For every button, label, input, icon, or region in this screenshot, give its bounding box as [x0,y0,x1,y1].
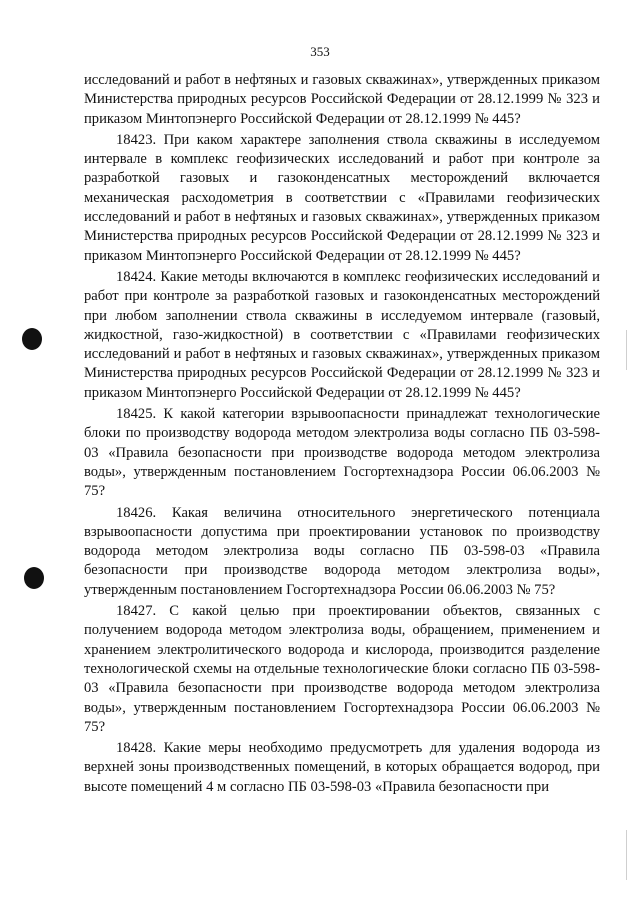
page-number: 353 [310,44,330,59]
question-18423: 18423. При каком характере заполнения ствола скважины в исследуемом интервале в комплекс геофизических исследований и работ при контроле за разработкой газовых и газоконденсатных месторождений включается механическая расходометрия в соответствии с «Правилами геофизических исследований и работ в нефтяных и газовых скважинах», утвержденных приказом Министерства природных ресурсов Российской Федерации от 28.12.1999 № 323 и приказом Минтопэнерго Российской Федерации от 28.12.1999 № 445? [84,131,600,264]
scan-edge-mark [626,830,627,880]
punch-hole [22,328,42,350]
punch-hole [24,567,44,589]
question-18427: 18427. С какой целью при проектировании объектов, связанных с получением водорода методом электролиза воды, обращением, применением и хранением электролитического водорода и кислорода, производится разделение технологической схемы на отдельные технологические блоки согласно ПБ 03-598-03 «Правила безопасности при производстве водорода методом электролиза воды», утвержденным постановлением Госгортехнадзора России 06.06.2003 № 75? [84,603,600,735]
question-18425: 18425. К какой категории взрывоопасности принадлежат технологические блоки по производству водорода методом электролиза воды согласно ПБ 03-598-03 «Правила безопасности при производстве водорода методом электролиза воды», утвержденным постановлением Госгортехнадзора России 06.06.2003 № 75? [84,406,600,500]
question-18426: 18426. Какая величина относительного энергетического потенциала взрывоопасности допустима при проектировании установок по производству водорода методом электролиза воды согласно ПБ 03-598-03 «Правила безопасности при производстве водорода методом электролиза воды», утвержденным постановлением Госгортехнадзора России 06.06.2003 № 75? [84,504,600,598]
page-body [84,71,600,797]
scan-edge-mark [626,330,627,370]
paragraph-continuation: исследований и работ в нефтяных и газовых скважинах», утвержденных приказом Министерства природных ресурсов Российской Федерации от 28.12.1999 № 323 и приказом Минтопэнерго Российской Федерации от 28.12.1999 № 445? [84,72,600,127]
question-18424: 18424. Какие методы включаются в комплекс геофизических исследований и работ при контроле за разработкой газовых и газоконденсатных месторождений при любом заполнении ствола скважины в исследуемом интервале (газовый, жидкостной, газо-жидкостной) в соответствии с «Правилами геофизических исследований и работ в нефтяных и газовых скважинах», утвержденных приказом Министерства природных ресурсов Российской Федерации от 28.12.1999 № 323 и приказом Минтопэнерго Российской Федерации от 28.12.1999 № 445? [84,268,600,401]
question-18428: 18428. Какие меры необходимо предусмотреть для удаления водорода из верхней зоны производственных помещений, в которых обращается водород, при высоте помещений 4 м согласно ПБ 03-598-03 «Правила безопасности при [84,740,600,795]
